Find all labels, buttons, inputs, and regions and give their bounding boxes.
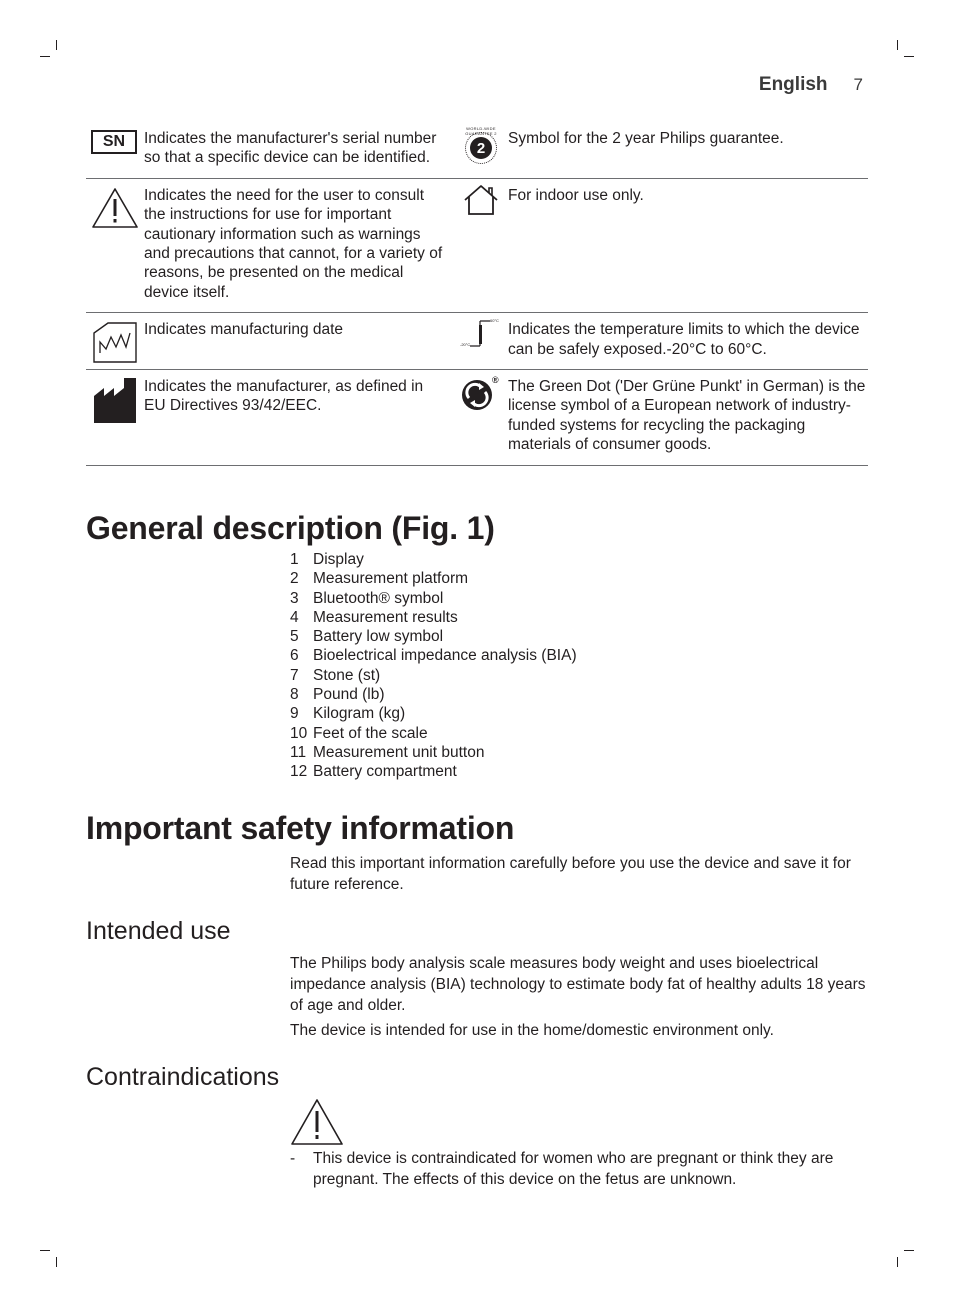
intended-use-environment: The device is intended for use in the home/domestic environment only. — [290, 1022, 774, 1039]
page-header — [759, 74, 863, 96]
list-item — [290, 550, 577, 569]
manufacturer-factory-icon — [92, 376, 138, 424]
crop-mark — [897, 40, 898, 50]
crop-mark — [904, 1250, 914, 1251]
section-title-contraindications: Contraindications — [86, 1063, 280, 1091]
manufacturing-date-icon — [91, 319, 139, 363]
list-item: - This device is contraindicated for women who are pregnant or think they are pregnant. The effects of this device on the fetus are unknown. — [290, 1148, 868, 1190]
intended-use-paragraph: The Philips body analysis scale measures body weight and uses bioelectrical impedance analysis (BIA) technology to estimate body fat of healthy adults 18 years of age and older. — [290, 955, 866, 1014]
part-label: Battery low symbol — [313, 628, 444, 646]
symbol-description: Indicates the manufacturer, as defined in EU Directives 93/42/EEC. — [144, 378, 424, 415]
part-number: 3 — [290, 589, 299, 607]
list-item — [290, 608, 577, 627]
symbol-description: Indicates the manufacturer's serial number so that a specific device can be identified. — [144, 130, 437, 167]
section-title-safety: Important safety information — [86, 810, 515, 846]
crop-mark — [897, 1257, 898, 1267]
part-label: Feet of the scale — [313, 724, 428, 742]
list-item — [290, 685, 577, 704]
parts-list — [290, 550, 577, 782]
part-number: 6 — [290, 647, 299, 665]
part-label: Measurement platform — [313, 570, 469, 588]
list-item — [290, 743, 577, 762]
part-label: Stone (st) — [313, 666, 381, 684]
part-label: Bioelectrical impedance analysis (BIA) — [313, 647, 577, 665]
part-number: 8 — [290, 686, 299, 704]
part-label: Battery compartment — [313, 763, 457, 781]
contraindication-text: This device is contraindicated for women who are pregnant or think they are pregnant. The effects of this device on the fetus are unknown. — [313, 1150, 834, 1188]
list-item — [290, 704, 577, 723]
green-dot-icon: ® — [461, 378, 501, 412]
safety-intro: Read this important information carefully before you use the device and save it for future reference. — [290, 855, 851, 893]
part-label: Display — [313, 551, 364, 568]
crop-mark — [40, 1250, 50, 1251]
part-number: 11 — [290, 743, 307, 761]
list-item — [290, 569, 577, 588]
table-row — [86, 370, 868, 466]
part-label: Measurement unit button — [313, 743, 485, 761]
crop-mark — [56, 40, 57, 50]
temperature-limit-icon: 60°C -20°C — [460, 318, 499, 348]
part-number: 2 — [290, 570, 299, 588]
list-item — [290, 724, 577, 743]
crop-mark — [904, 56, 914, 57]
symbol-description: Indicates the need for the user to consult the instructions for use for important cautionary information such as warnings and precautions that cannot, for a variety of reasons, be presented on the medical device itself. — [144, 186, 443, 301]
part-number: 7 — [290, 666, 299, 684]
symbol-description: Indicates manufacturing date — [144, 321, 344, 339]
table-row — [86, 122, 868, 178]
part-number: 12 — [290, 763, 308, 781]
list-item — [290, 646, 577, 665]
symbol-description: The Green Dot ('Der Grüne Punkt' in German) is the license symbol of a European network of industry-funded systems for recycling the packaging materials of consumer goods. — [508, 378, 866, 454]
crop-mark — [56, 1257, 57, 1267]
house-icon — [462, 184, 500, 216]
symbols-table — [86, 122, 868, 466]
symbol-description: Indicates the temperature limits to which the device can be safely exposed.-20°C to 60°C. — [508, 321, 860, 358]
part-number: 1 — [290, 551, 299, 568]
section-title-general-description: General description (Fig. 1) — [86, 510, 495, 546]
part-label: Measurement results — [313, 608, 458, 626]
part-label: Kilogram (kg) — [313, 705, 406, 723]
table-row — [86, 178, 868, 312]
page-number: 7 — [853, 75, 863, 94]
list-item — [290, 666, 577, 685]
guarantee-icon: 2 WORLD-WIDE GUARANTEE 2 — [461, 128, 501, 168]
part-number: 5 — [290, 628, 299, 646]
part-label: Pound (lb) — [313, 686, 385, 704]
list-item — [290, 589, 577, 608]
part-number: 9 — [290, 705, 299, 723]
list-item — [290, 627, 577, 646]
symbol-description: For indoor use only. — [508, 186, 644, 204]
part-label: Bluetooth® symbol — [313, 589, 444, 607]
part-number: 4 — [290, 608, 299, 626]
crop-mark — [40, 56, 50, 57]
warning-triangle-icon — [91, 187, 139, 229]
list-item — [290, 762, 577, 781]
part-number: 10 — [290, 724, 308, 742]
serial-number-icon: SN — [91, 130, 137, 154]
symbol-description: Symbol for the 2 year Philips guarantee. — [508, 130, 784, 147]
language-label: English — [758, 74, 828, 95]
table-row — [86, 313, 868, 370]
warning-triangle-icon — [290, 1098, 344, 1146]
section-title-intended-use: Intended use — [86, 917, 231, 945]
